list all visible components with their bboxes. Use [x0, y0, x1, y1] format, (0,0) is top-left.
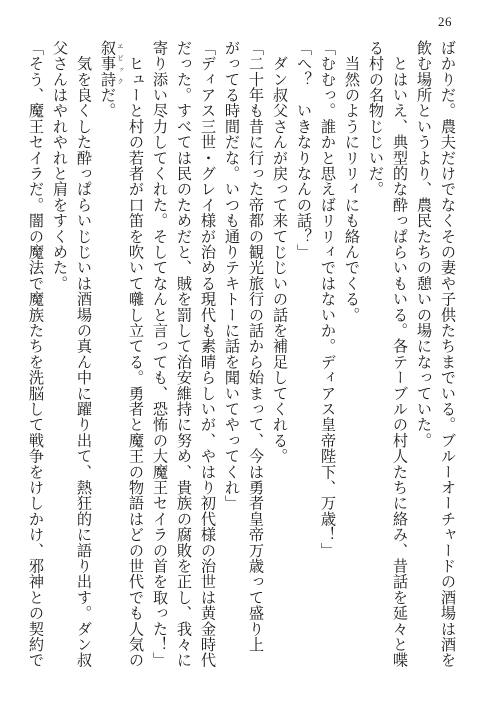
text-line: 気を良くした酔っぱらいじじいは酒場の真ん中に躍り出て、熱狂的に語り出す。ダン叔 [75, 40, 93, 669]
text-line-remainder: だ。 [99, 87, 117, 119]
text-line: がってる時間だな。いつも通りテキトーに話を聞いてやってくれ」 [223, 40, 241, 511]
text-line: 「むむっ。誰かと思えばリリィではないか。ディアス皇帝陛下、万歳！」 [319, 40, 337, 559]
vertical-text-body [27, 40, 460, 680]
text-line: とはいえ、典型的な酔っぱらいもいる。各テーブルの村人たちに絡み、昔話を延々と喋 [391, 40, 409, 668]
text-line-with-ruby [96, 40, 124, 680]
text-line: ダン叔父さんが戻って来てじじいの話を補足してくれる。 [271, 40, 289, 464]
text-line: ばかりだ。農夫だけでなくその妻や子供たちまでいる。ブルーオーチャードの酒場は酒を [439, 40, 457, 668]
text-line: 「二十年も昔に行った帝都の観光旅行の話から始まって、今は勇者皇帝万歳って盛り上 [247, 40, 265, 653]
text-line: ヒューと村の若者が口笛を吹いて囃し立てる。勇者と魔王の物語はどの世代でも人気の [127, 40, 145, 668]
ruby-base: 叙事詩 [99, 40, 117, 88]
text-line: る村の名物じじいだ。 [367, 40, 385, 197]
ruby-reading: エピック [116, 40, 124, 88]
text-line: 「ディアス三世・グレイ様が治める現代も素晴らしいが、やはり初代様の治世は黄金時代 [199, 40, 217, 668]
text-line: だった。すべては民のためだと、賊を罰して治安維持に努め、貴族の腐敗を正し、我々に [175, 40, 193, 669]
text-line: 当然のようにリリィにも絡んでくる。 [343, 40, 361, 323]
page-number: 26 [438, 14, 452, 29]
text-line: 寄り添い尽力してくれた。そしてなんと言っても、恐怖の大魔王セイラの首を取った！」 [151, 40, 169, 668]
text-line: 飲む場所というより、農民たちの憩いの場になっていた。 [415, 40, 433, 449]
text-line: 父さんはやれやれと肩をすくめた。 [51, 40, 69, 292]
text-line: 「へ？ いきなりなんの話？」 [295, 40, 313, 260]
ruby-annotation [99, 40, 124, 88]
text-line: 「そう、魔王セイラだ。闇の魔法で魔族たちを洗脳して戦争をけしかけ、邪神との契約で [27, 40, 45, 668]
